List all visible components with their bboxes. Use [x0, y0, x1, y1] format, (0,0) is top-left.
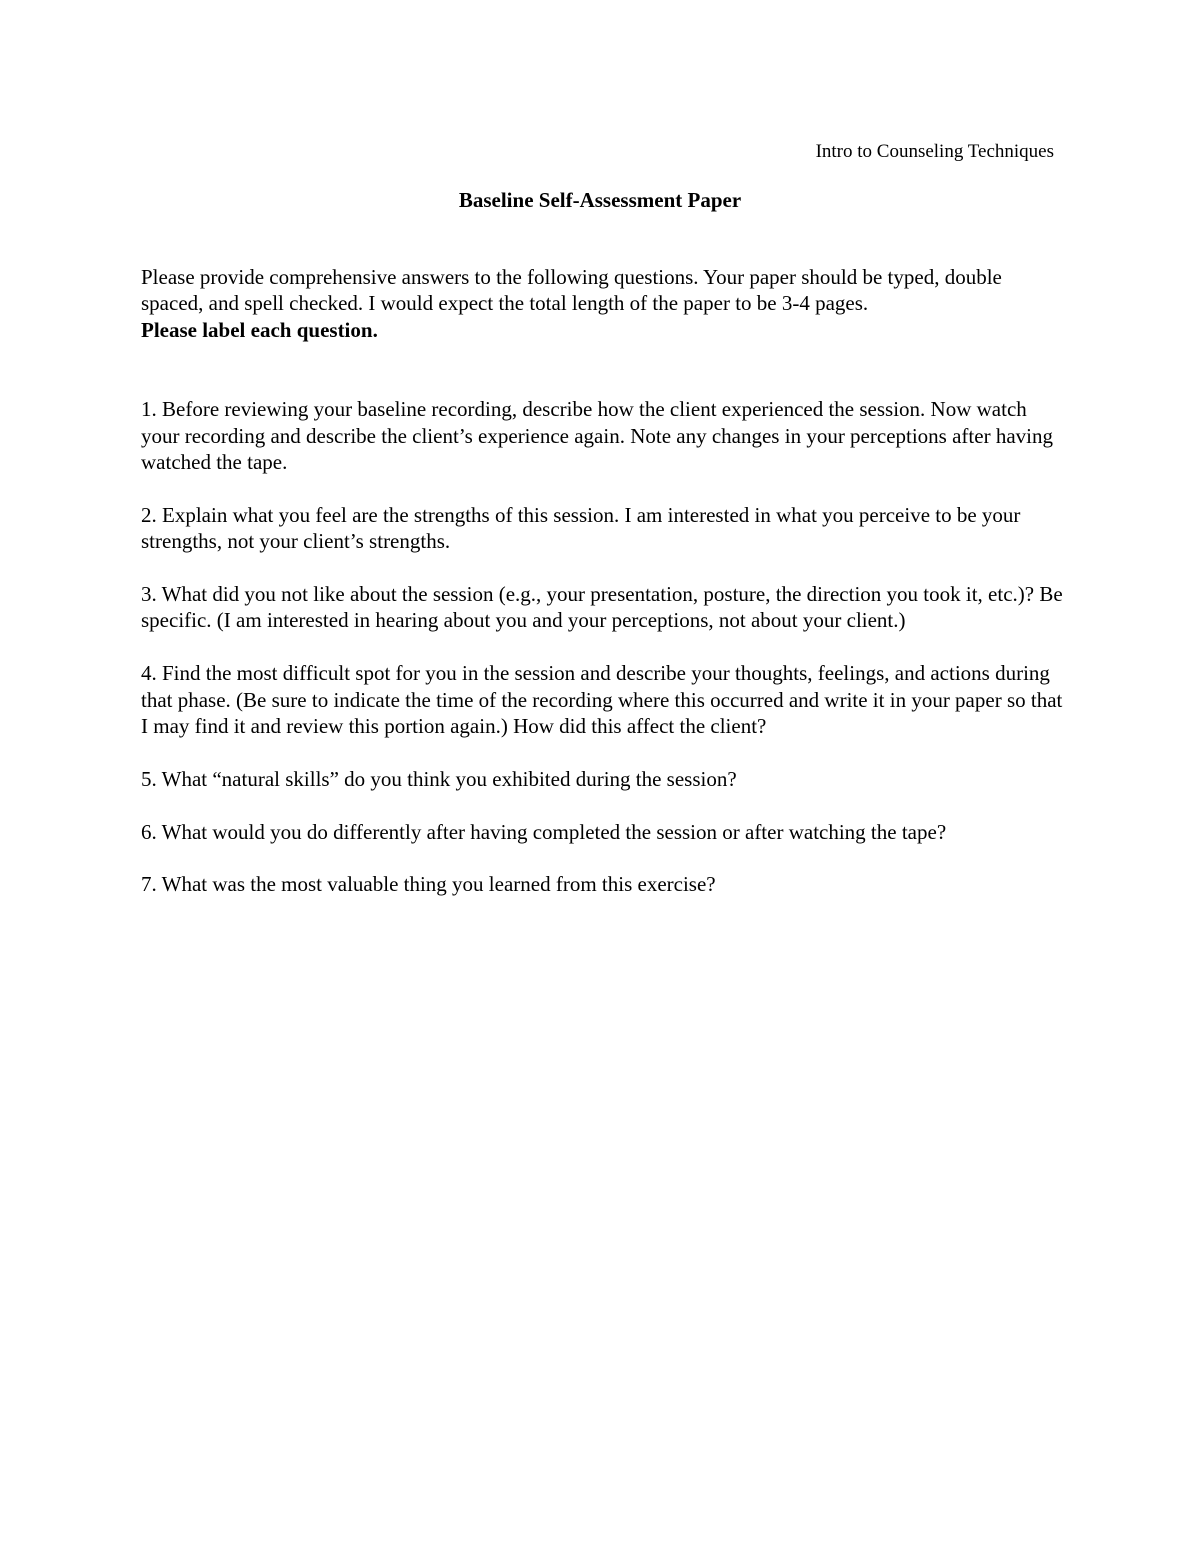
instructions-emphasis: Please label each question. [141, 317, 378, 342]
question-item: 5. What “natural skills” do you think you exhibited during the session? [141, 766, 737, 791]
question-item: 3. What did you not like about the session (e.g., your presentation, posture, the direction you took it, etc.)? Be specific. (I am interested in hearing about you and your perceptions, not about your client.) [141, 582, 1063, 633]
question-item: 7. What was the most valuable thing you learned from this exercise? [141, 872, 716, 897]
question-list [141, 396, 1066, 898]
instructions-paragraph [141, 264, 1066, 343]
question-item: 1. Before reviewing your baseline recording, describe how the client experienced the session. Now watch your recording and describe the client’s experience again. Note any changes in your perceptions after having watched the tape. [141, 397, 1053, 475]
document-title: Baseline Self-Assessment Paper [458, 188, 742, 212]
question-item: 4. Find the most difficult spot for you in the session and describe your thoughts, feelings, and actions during that phase. (Be sure to indicate the time of the recording where this occurred and write it in your paper so that I may find it and review this portion again.) How did this affect the client? [141, 661, 1063, 739]
instructions-text: Please provide comprehensive answers to the following questions. Your paper should be typed, double spaced, and spell checked. I would expect the total length of the paper to be 3-4 pages. [141, 265, 1002, 316]
document-body [141, 264, 1066, 924]
course-name: Intro to Counseling Techniques [815, 141, 1054, 162]
question-item: 6. What would you do differently after having completed the session or after watching the tape? [141, 819, 947, 844]
question-item: 2. Explain what you feel are the strengths of this session. I am interested in what you perceive to be your strengths, not your client’s strengths. [141, 502, 1021, 554]
